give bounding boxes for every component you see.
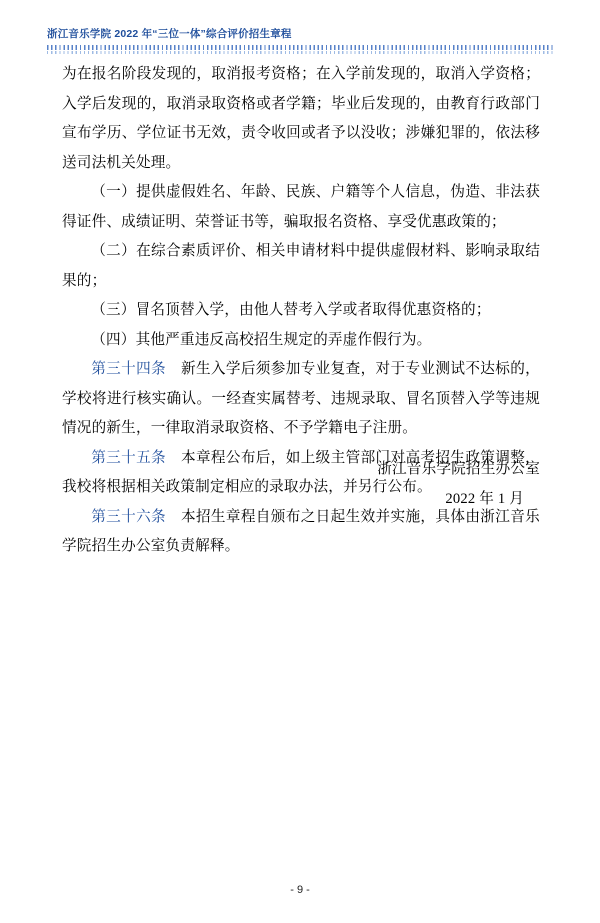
article-34-text: 新生入学后须参加专业复查，对于专业测试不达标的，学校将进行核实确认。一经查实属替考、违规录取、冒名顶替入学等违规情况的新生，一律取消录取资格、不予学籍电子注册。 (62, 361, 540, 436)
paragraph-continuation: 为在报名阶段发现的，取消报考资格；在入学前发现的，取消入学资格；入学后发现的，取消录取资格或者学籍；毕业后发现的，由教育行政部门宣布学历、学位证书无效，责令收回或者予以没收；涉嫌犯罪的，依法移送司法机关处理。 (62, 66, 540, 171)
header-decorative-rule (47, 45, 553, 50)
header-decorative-rule-secondary (47, 51, 553, 54)
paragraph-item-1: （一）提供虚假姓名、年龄、民族、户籍等个人信息，伪造、非法获得证件、成绩证明、荣誉证书等，骗取报名资格、享受优惠政策的； (62, 184, 540, 230)
article-34 (62, 355, 540, 444)
paragraph-item-4: （四）其他严重违反高校招生规定的弄虚作假行为。 (91, 331, 432, 348)
article-34-heading: 第三十四条 (91, 361, 167, 377)
page-number: - 9 - (290, 884, 310, 896)
signature-block (62, 455, 540, 514)
article-35-text: 本章程公布后，如上级主管部门对高考招生政策调整，我校将根据相关政策制定相应的录取办法，并另行公布。 (62, 449, 540, 495)
article-35-heading: 第三十五条 (91, 449, 167, 466)
article-36-text: 本招生章程自颁布之日起生效并实施，具体由浙江音乐学院招生办公室负责解释。 (62, 508, 540, 554)
signature-organization: 浙江音乐学院招生办公室 (377, 461, 540, 477)
paragraph-item-2: （二）在综合素质评价、相关申请材料中提供虚假材料、影响录取结果的； (62, 243, 540, 289)
header-title: 浙江音乐学院 2022 年“三位一体”综合评价招生章程 (47, 28, 292, 40)
article-36-heading: 第三十六条 (91, 508, 167, 525)
paragraph-item-3: （三）冒名顶替入学，由他人替考入学或者取得优惠资格的； (91, 302, 491, 318)
page-header (47, 26, 553, 54)
page-footer (0, 884, 600, 896)
signature-date: 2022 年 1 月 (445, 490, 524, 507)
